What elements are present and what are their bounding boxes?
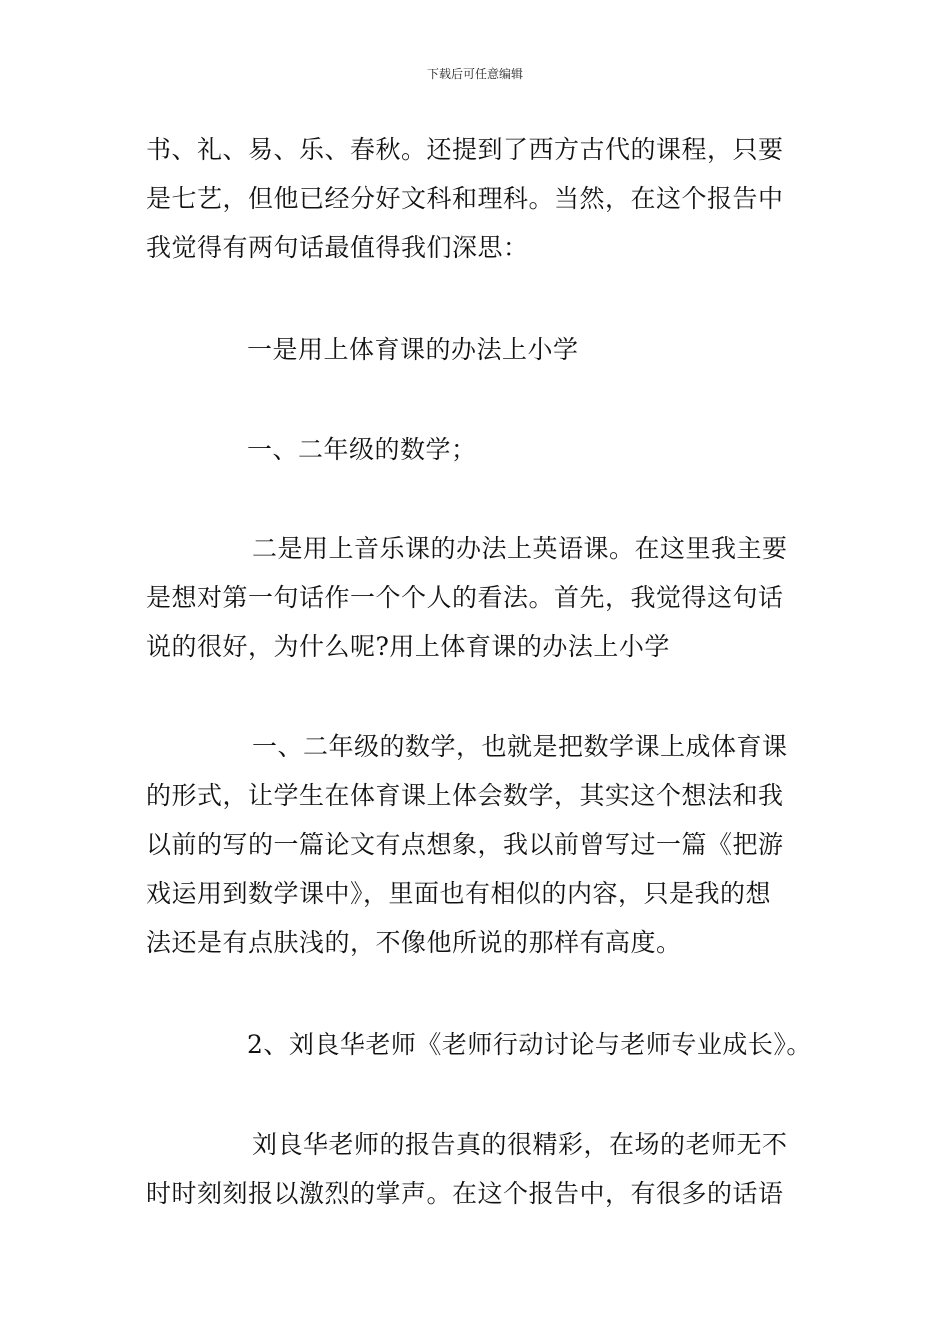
paragraph-1 <box>146 125 811 272</box>
paragraph-line: 是七艺，但他已经分好文科和理科。当然，在这个报告中 <box>146 184 784 213</box>
paragraph-4 <box>146 524 811 671</box>
paragraph-line: 说的很好，为什么呢?用上体育课的办法上小学 <box>146 632 670 661</box>
paragraph-line: 法还是有点肤浅的，不像他所说的那样有高度。 <box>146 928 682 957</box>
paragraph-line: 一是用上体育课的办法上小学 <box>247 335 579 364</box>
paragraph-line: 一、二年级的数学，也就是把数学课上成体育课 <box>252 732 788 761</box>
paragraph-line: 2、刘良华老师《老师行动讨论与老师专业成长》。 <box>247 1030 812 1059</box>
paragraph-line: 以前的写的一篇论文有点想象，我以前曾写过一篇《把游 <box>146 830 784 859</box>
paragraph-line: 一、二年级的数学； <box>247 435 477 464</box>
paragraph-5 <box>146 722 811 967</box>
paragraph-2 <box>146 325 811 374</box>
paragraph-line: 的形式，让学生在体育课上体会数学，其实这个想法和我 <box>146 781 784 810</box>
paragraph-line: 是想对第一句话作一个个人的看法。首先，我觉得这句话 <box>146 583 784 612</box>
paragraph-6 <box>146 1020 811 1069</box>
paragraph-line: 戏运用到数学课中》，里面也有相似的内容，只是我的想 <box>146 879 772 908</box>
paragraph-7 <box>146 1120 811 1218</box>
page-header-note: 下载后可任意编辑 <box>426 67 523 81</box>
paragraph-3 <box>146 425 811 474</box>
paragraph-line: 二是用上音乐课的办法上英语课。在这里我主要 <box>252 534 788 563</box>
paragraph-line: 书、礼、易、乐、春秋。还提到了西方古代的课程，只要 <box>146 135 784 164</box>
paragraph-line: 我觉得有两句话最值得我们深思： <box>146 233 529 262</box>
paragraph-line: 时时刻刻报以激烈的掌声。在这个报告中，有很多的话语 <box>146 1179 784 1208</box>
paragraph-line: 刘良华老师的报告真的很精彩，在场的老师无不 <box>252 1130 788 1159</box>
